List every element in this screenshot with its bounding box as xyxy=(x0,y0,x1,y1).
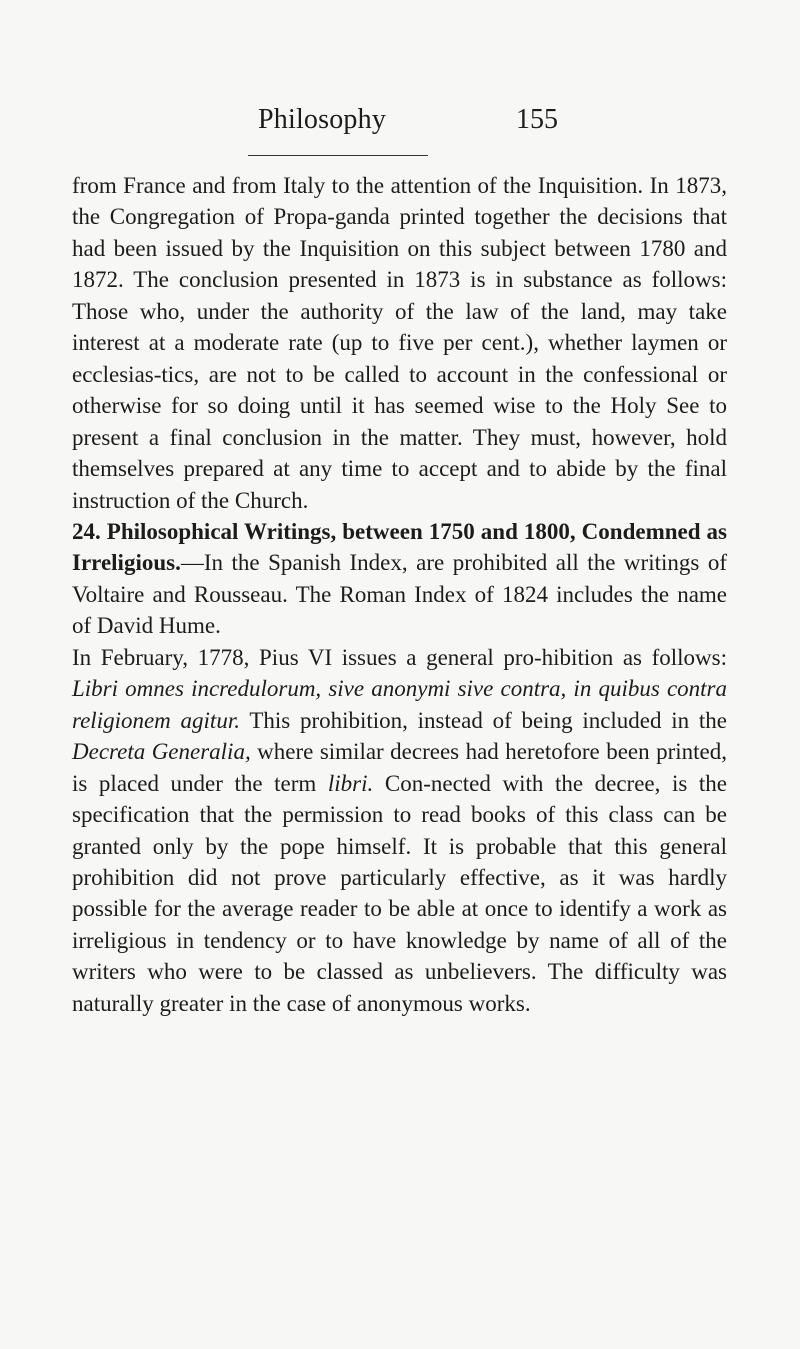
paragraph-text: Con-nected with the decree, is the specification that the permission to read books of this class can be granted only by the pope himself. It is probable that this general prohibition did not prove particularly effective, as it was hardly possible for the average reader to be able at once to identify a work as irreligious in tendency or to have knowledge by name of all of the writers who were to be classed as unbelievers. The difficulty was naturally greater in the case of anonymous works. xyxy=(72,770,727,1016)
paragraph-text: from France and from Italy to the attention of the Inquisition. In 1873, the Congregation of Propa-ganda printed together the decisions that had been issued by the Inquisition on this subject between 1780 and 1872. The conclusion presented in 1873 is in substance as follows: Those who, under the authority of the law of the land, may take interest at a moderate rate (up to five per cent.), whether laymen or ecclesias-tics, are not to be called to account in the confessional or otherwise for so doing until it has seemed wise to the Holy See to present a final conclusion in the matter. They must, however, hold themselves prepared at any time to accept and to abide by the final instruction of the Church. xyxy=(72,173,727,513)
page-number: 155 xyxy=(516,104,558,135)
latin-quote: Libri omnes incredulorum, sive anonymi sive contra, in quibus contra religionem agitur. xyxy=(72,676,727,733)
paragraph-continuation xyxy=(72,170,727,516)
paragraph-text: This prohibition, instead of being included in the xyxy=(239,707,727,733)
paragraph-text: where similar decrees had heretofore been printed, is placed under the term xyxy=(72,739,727,796)
latin-term: libri. xyxy=(327,770,374,796)
running-title: Philosophy xyxy=(258,104,387,135)
section-heading: 24. Philosophical Writings, between 1750 and 1800, Condemned as Irreligious. xyxy=(72,518,727,576)
body-text xyxy=(72,170,727,1019)
paragraph-text: In February, 1778, Pius VI issues a general pro-hibition as follows: xyxy=(72,644,727,670)
latin-term: Decreta Generalia, xyxy=(72,739,251,765)
page-header xyxy=(0,78,800,158)
paragraph-text: —In the Spanish Index, are prohibited all the writings of Voltaire and Rousseau. The Roman Index of 1824 includes the name of David Hume. xyxy=(72,550,727,639)
paragraph-prohibition xyxy=(72,642,727,1019)
paragraph-section-24 xyxy=(72,516,727,642)
header-rule xyxy=(248,155,428,156)
